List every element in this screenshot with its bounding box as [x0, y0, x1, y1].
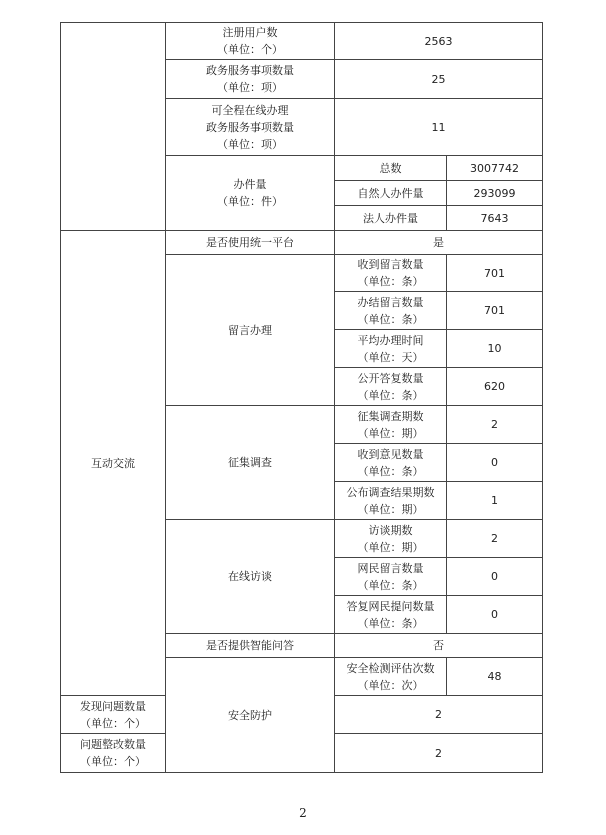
netizen-messages-value: 0	[447, 558, 543, 596]
netizen-messages-label: 网民留言数量 （单位：条）	[335, 558, 447, 596]
interaction-section-label: 互动交流	[61, 231, 166, 696]
opinions-value: 0	[447, 444, 543, 482]
survey-periods-value: 2	[447, 406, 543, 444]
table-row	[61, 23, 543, 60]
assessments-label: 安全检测评估次数 （单位：次）	[335, 658, 447, 696]
online-items-value: 11	[335, 99, 543, 156]
handling-natural-label: 自然人办件量	[335, 181, 447, 206]
handling-total-value: 3007742	[447, 156, 543, 181]
survey-results-label: 公布调查结果期数 （单位：期）	[335, 482, 447, 520]
handling-label: 办件量 （单位：件）	[166, 156, 335, 231]
avg-time-value: 10	[447, 330, 543, 368]
page-number: 2	[299, 806, 307, 820]
online-items-label: 可全程在线办理 政务服务事项数量 （单位：项）	[166, 99, 335, 156]
statistics-table	[60, 22, 543, 773]
messages-label: 留言办理	[166, 255, 335, 406]
survey-label: 征集调查	[166, 406, 335, 520]
avg-time-label: 平均办理时间 （单位：天）	[335, 330, 447, 368]
problems-label: 发现问题数量 （单位：个）	[61, 696, 166, 734]
fixed-label: 问题整改数量 （单位：个）	[61, 734, 166, 773]
smart-qa-label: 是否提供智能问答	[166, 634, 335, 658]
unified-platform-value: 是	[335, 231, 543, 255]
security-section-label: 安全防护	[166, 658, 335, 773]
completed-messages-value: 701	[447, 292, 543, 330]
interview-periods-value: 2	[447, 520, 543, 558]
handling-legal-value: 7643	[447, 206, 543, 231]
registered-users-value: 2563	[335, 23, 543, 60]
assessments-value: 48	[447, 658, 543, 696]
unified-platform-label: 是否使用统一平台	[166, 231, 335, 255]
service-items-value: 25	[335, 60, 543, 99]
answers-value: 0	[447, 596, 543, 634]
received-messages-value: 701	[447, 255, 543, 292]
fixed-value: 2	[335, 734, 543, 773]
interview-label: 在线访谈	[166, 520, 335, 634]
handling-natural-value: 293099	[447, 181, 543, 206]
public-replies-value: 620	[447, 368, 543, 406]
completed-messages-label: 办结留言数量 （单位：条）	[335, 292, 447, 330]
registered-users-label: 注册用户数 （单位：个）	[166, 23, 335, 60]
interview-periods-label: 访谈期数 （单位：期）	[335, 520, 447, 558]
opinions-label: 收到意见数量 （单位：条）	[335, 444, 447, 482]
handling-total-label: 总数	[335, 156, 447, 181]
public-replies-label: 公开答复数量 （单位：条）	[335, 368, 447, 406]
service-section-cell	[61, 23, 166, 231]
handling-legal-label: 法人办件量	[335, 206, 447, 231]
received-messages-label: 收到留言数量 （单位：条）	[335, 255, 447, 292]
problems-value: 2	[335, 696, 543, 734]
survey-results-value: 1	[447, 482, 543, 520]
survey-periods-label: 征集调查期数 （单位：期）	[335, 406, 447, 444]
answers-label: 答复网民提问数量 （单位：条）	[335, 596, 447, 634]
service-items-label: 政务服务事项数量 （单位：项）	[166, 60, 335, 99]
table-row	[61, 231, 543, 255]
smart-qa-value: 否	[335, 634, 543, 658]
